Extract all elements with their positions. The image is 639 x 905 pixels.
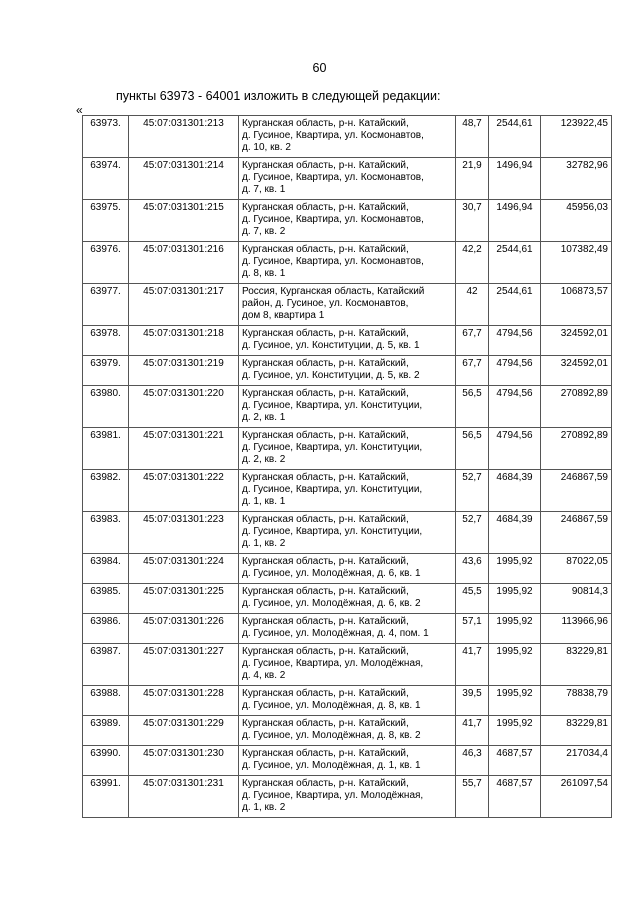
area-cell: 48,7	[456, 116, 489, 158]
row-number-cell: 63989.	[83, 716, 129, 746]
table-row	[83, 326, 612, 356]
cadastral-value-cell: 324592,01	[541, 326, 612, 356]
area-cell: 42,2	[456, 242, 489, 284]
cadastral-number-cell: 45:07:031301:227	[129, 644, 239, 686]
row-number-cell: 63986.	[83, 614, 129, 644]
unit-price-cell: 1995,92	[489, 686, 541, 716]
cadastral-number-cell: 45:07:031301:218	[129, 326, 239, 356]
area-cell: 52,7	[456, 512, 489, 554]
unit-price-cell: 4684,39	[489, 512, 541, 554]
row-number-cell: 63982.	[83, 470, 129, 512]
address-line: Россия, Курганская область, Катайский	[242, 286, 425, 297]
table-row	[83, 746, 612, 776]
cadastral-number-cell: 45:07:031301:222	[129, 470, 239, 512]
address-line: д. Гусиное, Квартира, ул. Космонавтов,	[242, 172, 424, 183]
cadastral-value-cell: 32782,96	[541, 158, 612, 200]
area-cell: 56,5	[456, 428, 489, 470]
address-line: д. Гусиное, Квартира, ул. Космонавтов,	[242, 130, 424, 141]
unit-price-cell: 1995,92	[489, 554, 541, 584]
address-line: д. Гусиное, ул. Молодёжная, д. 6, кв. 2	[242, 598, 421, 609]
cadastral-value-cell: 87022,05	[541, 554, 612, 584]
unit-price-cell: 4794,56	[489, 356, 541, 386]
address-line: Курганская область, р-н. Катайский,	[242, 472, 409, 483]
table-row	[83, 428, 612, 470]
address-line: д. Гусиное, ул. Молодёжная, д. 4, пом. 1	[242, 628, 429, 639]
address-line: д. Гусиное, ул. Конституции, д. 5, кв. 1	[242, 340, 420, 351]
row-number-cell: 63988.	[83, 686, 129, 716]
area-cell: 41,7	[456, 716, 489, 746]
unit-price-cell: 4684,39	[489, 470, 541, 512]
address-line: д. Гусиное, ул. Молодёжная, д. 6, кв. 1	[242, 568, 421, 579]
row-number-cell: 63979.	[83, 356, 129, 386]
table-row	[83, 242, 612, 284]
address-line: Курганская область, р-н. Катайский,	[242, 118, 409, 129]
unit-price-cell: 2544,61	[489, 116, 541, 158]
cadastral-number-cell: 45:07:031301:219	[129, 356, 239, 386]
address-cell	[239, 746, 456, 776]
row-number-cell: 63981.	[83, 428, 129, 470]
cadastral-value-cell: 90814,3	[541, 584, 612, 614]
address-line: д. 2, кв. 1	[242, 412, 286, 423]
address-cell	[239, 356, 456, 386]
unit-price-cell: 4794,56	[489, 386, 541, 428]
intro-text: пункты 63973 - 64001 изложить в следующей редакции:	[116, 89, 441, 103]
address-line: Курганская область, р-н. Катайский,	[242, 778, 409, 789]
address-line: д. Гусиное, Квартира, ул. Конституции,	[242, 442, 423, 453]
unit-price-cell: 1496,94	[489, 200, 541, 242]
area-cell: 45,5	[456, 584, 489, 614]
cadastral-number-cell: 45:07:031301:214	[129, 158, 239, 200]
row-number-cell: 63978.	[83, 326, 129, 356]
row-number-cell: 63976.	[83, 242, 129, 284]
address-line: Курганская область, р-н. Катайский,	[242, 244, 409, 255]
opening-quote-mark: «	[76, 103, 83, 117]
address-line: Курганская область, р-н. Катайский,	[242, 514, 409, 525]
cadastral-number-cell: 45:07:031301:217	[129, 284, 239, 326]
cadastral-value-cell: 246867,59	[541, 512, 612, 554]
area-cell: 67,7	[456, 326, 489, 356]
page-number: 60	[312, 61, 327, 75]
address-line: д. Гусиное, ул. Молодёжная, д. 1, кв. 1	[242, 760, 421, 771]
address-cell	[239, 584, 456, 614]
row-number-cell: 63990.	[83, 746, 129, 776]
address-line: д. Гусиное, ул. Молодёжная, д. 8, кв. 1	[242, 700, 421, 711]
table-row	[83, 584, 612, 614]
area-cell: 56,5	[456, 386, 489, 428]
unit-price-cell: 2544,61	[489, 284, 541, 326]
cadastral-value-cell: 261097,54	[541, 776, 612, 818]
area-cell: 39,5	[456, 686, 489, 716]
cadastral-value-cell: 217034,4	[541, 746, 612, 776]
cadastral-value-cell: 324592,01	[541, 356, 612, 386]
table-row	[83, 158, 612, 200]
cadastral-number-cell: 45:07:031301:224	[129, 554, 239, 584]
area-cell: 30,7	[456, 200, 489, 242]
address-line: Курганская область, р-н. Катайский,	[242, 556, 409, 567]
address-cell	[239, 116, 456, 158]
table-row	[83, 716, 612, 746]
row-number-cell: 63984.	[83, 554, 129, 584]
unit-price-cell: 4687,57	[489, 746, 541, 776]
cadastral-value-cell: 45956,03	[541, 200, 612, 242]
address-line: д. Гусиное, Квартира, ул. Космонавтов,	[242, 256, 424, 267]
area-cell: 67,7	[456, 356, 489, 386]
address-line: Курганская область, р-н. Катайский,	[242, 160, 409, 171]
cadastral-number-cell: 45:07:031301:215	[129, 200, 239, 242]
cadastral-number-cell: 45:07:031301:220	[129, 386, 239, 428]
cadastral-value-cell: 113966,96	[541, 614, 612, 644]
cadastral-value-cell: 106873,57	[541, 284, 612, 326]
row-number-cell: 63973.	[83, 116, 129, 158]
unit-price-cell: 1496,94	[489, 158, 541, 200]
address-cell	[239, 554, 456, 584]
cadastral-number-cell: 45:07:031301:226	[129, 614, 239, 644]
address-line: д. 4, кв. 2	[242, 670, 286, 681]
address-line: д. 8, кв. 1	[242, 268, 286, 279]
table-row	[83, 776, 612, 818]
table-row	[83, 554, 612, 584]
area-cell: 46,3	[456, 746, 489, 776]
address-line: Курганская область, р-н. Катайский,	[242, 586, 409, 597]
cadastral-value-cell: 83229,81	[541, 644, 612, 686]
cadastral-number-cell: 45:07:031301:213	[129, 116, 239, 158]
address-line: д. 1, кв. 1	[242, 496, 286, 507]
address-cell	[239, 200, 456, 242]
area-cell: 21,9	[456, 158, 489, 200]
address-line: д. 1, кв. 2	[242, 802, 286, 813]
address-line: Курганская область, р-н. Катайский,	[242, 688, 409, 699]
cadastral-value-cell: 83229,81	[541, 716, 612, 746]
row-number-cell: 63983.	[83, 512, 129, 554]
address-line: д. Гусиное, Квартира, ул. Молодёжная,	[242, 790, 424, 801]
cadastral-number-cell: 45:07:031301:223	[129, 512, 239, 554]
row-number-cell: 63975.	[83, 200, 129, 242]
cadastral-number-cell: 45:07:031301:229	[129, 716, 239, 746]
address-line: Курганская область, р-н. Катайский,	[242, 646, 409, 657]
address-cell	[239, 614, 456, 644]
address-line: д. Гусиное, Квартира, ул. Конституции,	[242, 526, 423, 537]
area-cell: 41,7	[456, 644, 489, 686]
address-cell	[239, 242, 456, 284]
cadastral-value-cell: 270892,89	[541, 428, 612, 470]
cadastral-number-cell: 45:07:031301:221	[129, 428, 239, 470]
cadastral-value-cell: 107382,49	[541, 242, 612, 284]
unit-price-cell: 1995,92	[489, 716, 541, 746]
address-line: д. 1, кв. 2	[242, 538, 286, 549]
row-number-cell: 63977.	[83, 284, 129, 326]
unit-price-cell: 2544,61	[489, 242, 541, 284]
row-number-cell: 63980.	[83, 386, 129, 428]
address-line: д. 7, кв. 1	[242, 184, 286, 195]
address-line: д. Гусиное, Квартира, ул. Конституции,	[242, 484, 423, 495]
cadastral-value-cell: 270892,89	[541, 386, 612, 428]
unit-price-cell: 4794,56	[489, 428, 541, 470]
address-cell	[239, 686, 456, 716]
table-row	[83, 686, 612, 716]
address-line: Курганская область, р-н. Катайский,	[242, 388, 409, 399]
address-cell	[239, 428, 456, 470]
unit-price-cell: 4687,57	[489, 776, 541, 818]
table-row	[83, 386, 612, 428]
unit-price-cell: 1995,92	[489, 644, 541, 686]
unit-price-cell: 1995,92	[489, 614, 541, 644]
address-cell	[239, 326, 456, 356]
table-row	[83, 470, 612, 512]
unit-price-cell: 4794,56	[489, 326, 541, 356]
area-cell: 52,7	[456, 470, 489, 512]
table-row	[83, 116, 612, 158]
table-row	[83, 284, 612, 326]
cadastral-number-cell: 45:07:031301:228	[129, 686, 239, 716]
area-cell: 57,1	[456, 614, 489, 644]
address-line: д. Гусиное, ул. Конституции, д. 5, кв. 2	[242, 370, 420, 381]
table-row	[83, 200, 612, 242]
row-number-cell: 63974.	[83, 158, 129, 200]
cadastral-value-cell: 123922,45	[541, 116, 612, 158]
address-cell	[239, 470, 456, 512]
address-line: район, д. Гусиное, ул. Космонавтов,	[242, 298, 409, 309]
cadastral-number-cell: 45:07:031301:216	[129, 242, 239, 284]
address-line: Курганская область, р-н. Катайский,	[242, 748, 409, 759]
unit-price-cell: 1995,92	[489, 584, 541, 614]
area-cell: 55,7	[456, 776, 489, 818]
address-line: Курганская область, р-н. Катайский,	[242, 430, 409, 441]
address-cell	[239, 512, 456, 554]
address-line: дом 8, квартира 1	[242, 310, 325, 321]
cadastral-number-cell: 45:07:031301:230	[129, 746, 239, 776]
address-line: д. 10, кв. 2	[242, 142, 291, 153]
row-number-cell: 63985.	[83, 584, 129, 614]
property-registry-table	[82, 115, 612, 818]
address-line: д. 2, кв. 2	[242, 454, 286, 465]
address-line: Курганская область, р-н. Катайский,	[242, 328, 409, 339]
address-line: д. Гусиное, ул. Молодёжная, д. 8, кв. 2	[242, 730, 421, 741]
address-cell	[239, 776, 456, 818]
address-line: Курганская область, р-н. Катайский,	[242, 202, 409, 213]
row-number-cell: 63987.	[83, 644, 129, 686]
address-cell	[239, 644, 456, 686]
address-line: д. Гусиное, Квартира, ул. Космонавтов,	[242, 214, 424, 225]
registry-body	[83, 116, 612, 818]
address-cell	[239, 284, 456, 326]
address-line: д. Гусиное, Квартира, ул. Молодёжная,	[242, 658, 424, 669]
address-cell	[239, 716, 456, 746]
area-cell: 43,6	[456, 554, 489, 584]
cadastral-number-cell: 45:07:031301:225	[129, 584, 239, 614]
area-cell: 42	[456, 284, 489, 326]
address-line: Курганская область, р-н. Катайский,	[242, 358, 409, 369]
address-cell	[239, 158, 456, 200]
address-line: Курганская область, р-н. Катайский,	[242, 718, 409, 729]
address-line: д. Гусиное, Квартира, ул. Конституции,	[242, 400, 423, 411]
cadastral-number-cell: 45:07:031301:231	[129, 776, 239, 818]
table-row	[83, 614, 612, 644]
cadastral-value-cell: 78838,79	[541, 686, 612, 716]
address-line: Курганская область, р-н. Катайский,	[242, 616, 409, 627]
table-row	[83, 644, 612, 686]
table-row	[83, 356, 612, 386]
table-row	[83, 512, 612, 554]
cadastral-value-cell: 246867,59	[541, 470, 612, 512]
address-line: д. 7, кв. 2	[242, 226, 286, 237]
address-cell	[239, 386, 456, 428]
row-number-cell: 63991.	[83, 776, 129, 818]
